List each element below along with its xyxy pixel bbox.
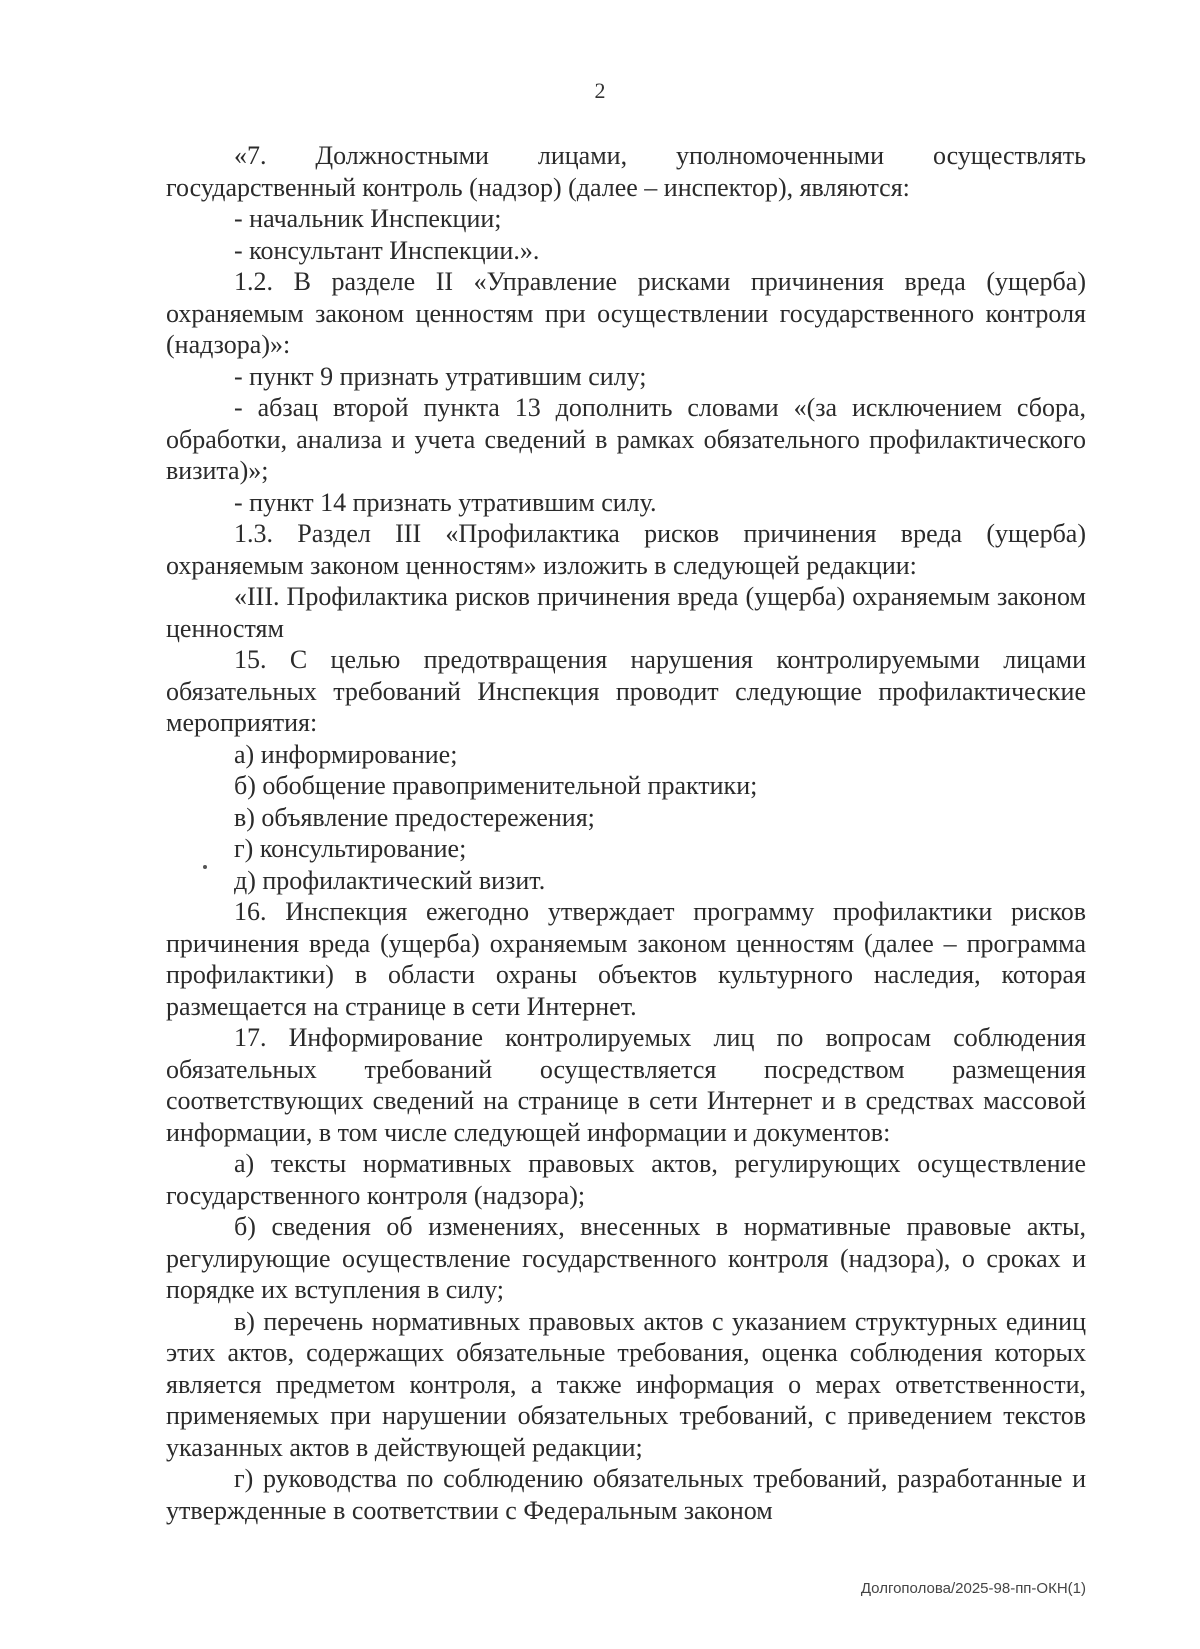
paragraph-1-2: 1.2. В разделе II «Управление рисками причинения вреда (ущерба) охраняемым законом ценностям при осуществлении государственного контроля (надзора)»: xyxy=(166,267,1086,359)
list-item-v-list: в) перечень нормативных правовых актов с указанием структурных единиц этих актов, содержащих обязательные требования, оценка соблюдения которых является предметом контроля, а также информация о мерах ответственности, применяемых при нарушении обязательных требований, с приведением текстов указанных актов в действующей редакции; xyxy=(166,1306,1086,1462)
document-body xyxy=(166,140,1086,1526)
list-item-point-13: - абзац второй пункта 13 дополнить словами «(за исключением сбора, обработки, анализа и учета сведений в рамках обязательного профилактического визита)»; xyxy=(166,393,1086,485)
list-item-a-informing: а) информирование; xyxy=(234,739,458,769)
scan-artifact-dot xyxy=(203,865,207,869)
paragraph-1-3: 1.3. Раздел III «Профилактика рисков причинения вреда (ущерба) охраняемым законом ценностям» изложить в следующей редакции: xyxy=(166,519,1086,580)
list-item-head-of-inspection: - начальник Инспекции; xyxy=(234,204,502,233)
list-item-b-generalization: б) обобщение правоприменительной практики; xyxy=(234,771,758,800)
page-number: 2 xyxy=(594,78,606,103)
list-item-consultant: - консультант Инспекции.». xyxy=(234,235,540,265)
paragraph-17: 17. Информирование контролируемых лиц по вопросам соблюдения обязательных требований осуществляется посредством размещения соответствующих сведений на странице в сети Интернет и в средствах массовой информации, в том числе следующей информации и документов: xyxy=(166,1023,1086,1147)
document-footer-code: Долгополова/2025-98-пп-ОКН(1) xyxy=(860,1580,1086,1597)
list-item-g-consulting: г) консультирование; xyxy=(234,834,467,863)
list-item-v-warning: в) объявление предостережения; xyxy=(234,802,595,832)
list-item-g-guides: г) руководства по соблюдению обязательных требований, разработанные и утвержденные в соответствии с Федеральным законом xyxy=(166,1464,1086,1525)
list-item-d-visit: д) профилактический визит. xyxy=(234,865,546,895)
list-item-b-changes: б) сведения об изменениях, внесенных в нормативные правовые акты, регулирующие осуществление государственного контроля (надзора), о сроках и порядке их вступления в силу; xyxy=(166,1212,1086,1304)
paragraph-16: 16. Инспекция ежегодно утверждает программу профилактики рисков причинения вреда (ущерба) охраняемым законом ценностям (далее – программа профилактики) в области охраны объектов культурного наследия, которая размещается на странице в сети Интернет. xyxy=(166,897,1086,1021)
list-item-a-texts: а) тексты нормативных правовых актов, регулирующих осуществление государственного контроля (надзора); xyxy=(166,1149,1086,1210)
section-heading-iii: «III. Профилактика рисков причинения вреда (ущерба) охраняемым законом ценностям xyxy=(166,582,1086,643)
paragraph-15: 15. С целью предотвращения нарушения контролируемыми лицами обязательных требований Инспекция проводит следующие профилактические мероприятия: xyxy=(166,645,1086,737)
paragraph-7: «7. Должностными лицами, уполномоченными осуществлять государственный контроль (надзор) (далее – инспектор), являются: xyxy=(166,141,1086,202)
list-item-point-9: - пункт 9 признать утратившим силу; xyxy=(234,361,647,391)
list-item-point-14: - пункт 14 признать утратившим силу. xyxy=(234,487,657,517)
